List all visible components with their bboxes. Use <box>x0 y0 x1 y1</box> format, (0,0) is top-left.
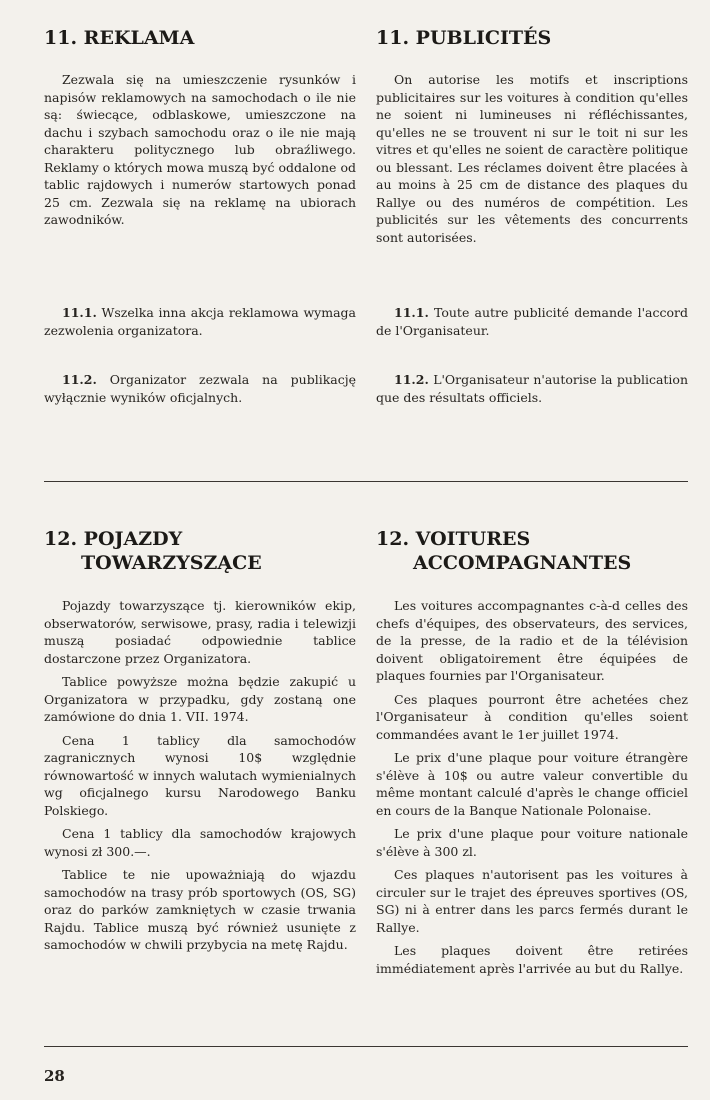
section-title-line-2: ACCOMPAGNANTES <box>413 552 632 574</box>
section-divider <box>44 481 688 482</box>
clause-11-1-french <box>376 304 688 339</box>
page-number: 28 <box>44 1067 65 1085</box>
clause-text <box>44 371 356 406</box>
body-paragraph: Ces plaques n'autorisent pas les voitures à circuler sur le trajet des épreuves sportives (OS, SG) ni à entrer dans les parcs fermés durant le Rallye. <box>376 867 688 935</box>
clause-body: Organizator zezwala na publikację wyłącznie wyników oficjalnych. <box>44 372 357 405</box>
section-title-line-2: TOWARZYSZĄCE <box>81 552 262 574</box>
section-11-french <box>376 26 688 252</box>
body-paragraphs <box>376 597 688 977</box>
body-paragraph: Les voitures accompagnantes c-à-d celles des chefs d'équipes, des observateurs, des services, de la presse, de la radio et de la télévision doivent obligatoirement être équipées de plaques fournies par l'Organisateur. <box>376 598 688 683</box>
section-12-polish <box>44 527 356 960</box>
clause-11-2-french <box>376 371 688 406</box>
section-title: 11. REKLAMA <box>44 27 195 49</box>
clause-body: Wszelka inna akcja reklamowa wymaga zezwolenia organizatora. <box>44 305 356 338</box>
clause-number: 11.1. <box>62 305 97 320</box>
section-title-line-1: 12. VOITURES <box>376 528 531 550</box>
clause-text <box>376 304 688 339</box>
clause-11-1-polish <box>44 304 356 339</box>
clause-number: 11.1. <box>394 305 429 320</box>
clause-number: 11.2. <box>394 372 429 387</box>
clause-11-2-polish <box>44 371 356 406</box>
body-paragraph: Zezwala się na umieszczenie rysunków i napisów reklamowych na samochodach o ile nie są: świecące, odblaskowe, umieszczone na dachu i szybach samochodu oraz o ile nie mają charakteru politycznego lub obraźliwego. Reklamy o których mowa muszą być oddalone od tablic rajdowych i numerów startowych ponad 25 cm. Zezwala się na reklamę na ubiorach zawodników. <box>44 72 356 227</box>
clause-body: L'Organisateur n'autorise la publication que des résultats officiels. <box>376 372 688 405</box>
section-title <box>44 527 356 575</box>
body-paragraph: Le prix d'une plaque pour voiture étrangère s'élève à 10$ ou autre valeur convertible du même montant calculé d'après le change officiel en cours de la Banque Nationale Polonaise. <box>376 750 688 818</box>
body-paragraph: Cena 1 tablicy dla samochodów krajowych wynosi zł 300.—. <box>44 826 356 859</box>
footer-divider <box>44 1046 688 1047</box>
body-paragraph: Cena 1 tablicy dla samochodów zagranicznych wynosi 10$ względnie równowartość w innych walutach wymienialnych wg oficjalnego kursu Narodowego Banku Polskiego. <box>44 732 356 818</box>
body-paragraph: Pojazdy towarzyszące tj. kierowników ekip, obserwatorów, serwisowe, prasy, radia i telewizji muszą posiadać odpowiednie tablice dostarczone przez Organizatora. <box>44 598 356 666</box>
clause-text <box>44 304 356 339</box>
body-paragraph: Ces plaques pourront être achetées chez l'Organisateur à condition qu'elles soient commandées avant le 1er juillet 1974. <box>376 691 688 742</box>
section-title <box>376 527 688 575</box>
section-12-french <box>376 527 688 983</box>
body-paragraph: Tablice powyższe można będzie zakupić u Organizatora w przypadku, gdy zostaną one zamówione do dnia 1. VII. 1974. <box>44 674 356 724</box>
section-11-polish <box>44 26 356 235</box>
body-paragraph: On autorise les motifs et inscriptions publicitaires sur les voitures à condition qu'elles ne soient ni lumineuses ni réfléchissantes, qu'elles ne se trouvent ni sur le toit ni sur les vitres et qu'elles ne soient de caractère politique ou blessant. Les réclames doivent être placées à au moins à 25 cm de distance des plaques du Rallye ou des numéros de compétition. Les publicités sur les vêtements des concurrents sont autorisées. <box>376 72 688 245</box>
clause-text <box>376 371 688 406</box>
body-paragraph: Le prix d'une plaque pour voiture nationale s'élève à 300 zl. <box>376 826 688 859</box>
body-paragraph: Tablice te nie upoważniają do wjazdu samochodów na trasy prób sportowych (OS, SG) oraz do parków zamkniętych w czasie trwania Rajdu. Tablice muszą być również usunięte z samochodów w chwili przybycia na metę Rajdu. <box>44 867 356 952</box>
body-paragraphs <box>44 597 356 954</box>
section-title: 11. PUBLICITÉS <box>376 27 552 49</box>
body-paragraph: Les plaques doivent être retirées immédiatement après l'arrivée au but du Rallye. <box>376 943 688 976</box>
clause-body: Toute autre publicité demande l'accord de l'Organisateur. <box>376 305 688 338</box>
clause-number: 11.2. <box>62 372 97 387</box>
section-title-line-1: 12. POJAZDY <box>44 528 183 550</box>
